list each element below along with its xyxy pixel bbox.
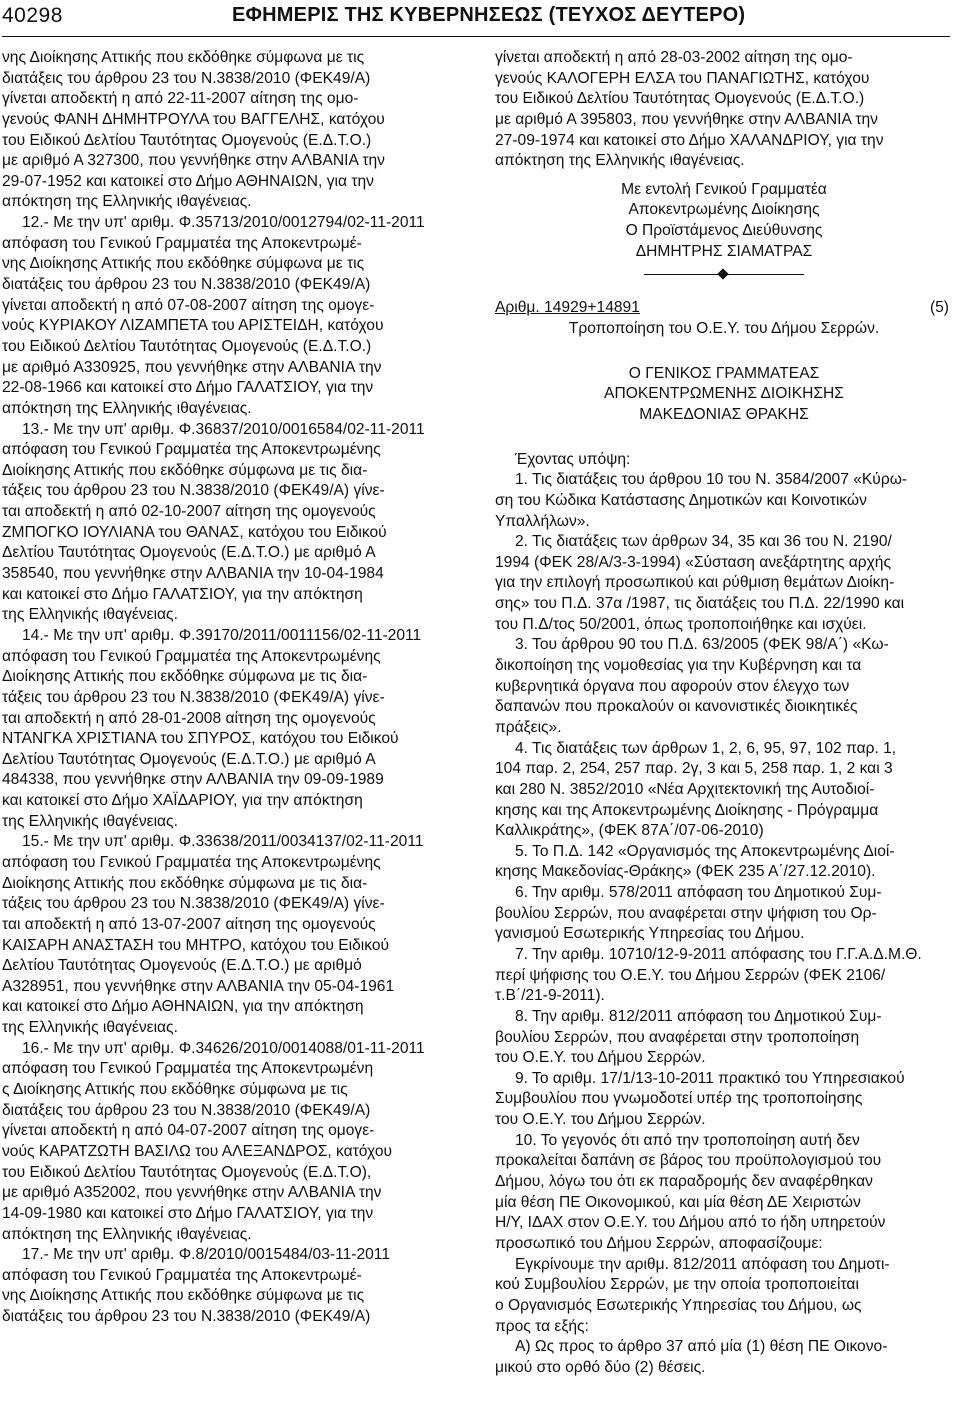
page-number: 40298 (2, 4, 63, 27)
text-line: γίνεται αποδεκτή η από 04-07-2007 αίτηση της ομογε- (2, 1122, 375, 1140)
spacer (495, 172, 953, 180)
text-line: απόφαση του Γενικού Γραμματέα της Αποκεντρωμένη (2, 1060, 374, 1078)
text-line: 7. Την αριθμ. 10710/12-9-2011 απόφασης του Γ.Γ.Α.Δ.Μ.Θ. (515, 945, 922, 963)
decision-number-row (495, 298, 953, 319)
text-line: προς τα εξής: (495, 1317, 589, 1335)
text-line: νης Διοίκησης Αττικής που εκδόθηκε σύμφωνα με τις (2, 1287, 365, 1305)
text-line: 2. Τις διατάξεις των άρθρων 34, 35 και 36 του Ν. 2190/ (515, 533, 892, 551)
text-line: δικοποίηση της νομοθεσίας για την Κυβέρνηση και τα (495, 657, 862, 675)
text-line: ση του Κώδικα Κατάστασης Δημοτικών και Κοινοτικών (495, 491, 867, 509)
text-line: 14.- Με την υπ' αριθμ. Φ.39170/2011/0011156/02-11-2011 (22, 626, 422, 644)
text-line: περί ψήφισης του Ο.Ε.Υ. του Δήμου Σερρών (ΦΕΚ 2106/ (495, 966, 886, 984)
right-body-text (495, 470, 953, 1378)
text-line: Εγκρίνουμε την αριθμ. 812/2011 απόφαση του Δημοτι- (515, 1255, 890, 1273)
text-line: της Ελληνικής ιθαγένειας. (2, 606, 178, 624)
text-line: ο Οργανισμός Εσωτερικής Υπηρεσίας του Δήμου, ως (495, 1296, 862, 1314)
text-line: απόφαση του Γενικού Γραμματέα της Αποκεντρωμέ- (2, 1266, 362, 1284)
text-line: διατάξεις του άρθρου 23 του Ν.3838/2010 (ΦΕΚ49/Α) (2, 69, 371, 87)
text-line: διατάξεις του άρθρου 23 του Ν.3838/2010 (ΦΕΚ49/Α) (2, 1101, 371, 1119)
text-line: Συμβουλίου που γνωμοδοτεί υπέρ της τροποποίησης (495, 1090, 863, 1108)
text-line: Α) Ως προς το άρθρο 37 από μία (1) θέση ΠΕ Οικονο- (515, 1338, 888, 1356)
text-line: και κατοικεί στο Δήμο ΑΘΗΝΑΙΩΝ, για την απόκτηση (2, 998, 364, 1016)
text-line: του Ειδικού Δελτίου Ταυτότητας Ομογενούς (Ε.Δ.Τ.Ο.) (2, 131, 372, 149)
text-line: 104 παρ. 2, 254, 257 παρ. 2γ, 3 και 5, 258 παρ. 1, 2 και 3 (495, 760, 893, 778)
text-line: κησης Μακεδονίας-Θράκης» (ΦΕΚ 235 Α΄/27.12.2010). (495, 863, 876, 881)
text-line: 12.- Με την υπ' αριθμ. Φ.35713/2010/0012794/02-11-2011 (22, 214, 425, 232)
text-line: απόφαση του Γενικού Γραμματέα της Αποκεντρωμέ- (2, 234, 362, 252)
text-line: Διοίκησης Αττικής που εκδόθηκε σύμφωνα με τις δια- (2, 668, 368, 686)
right-top-text (495, 48, 953, 172)
decision-note: (5) (929, 299, 949, 317)
text-line: του Ειδικού Δελτίου Ταυτότητας Ομογενούς (Ε.Δ.Τ.Ο.) (495, 90, 865, 108)
diamond-ornament-icon (717, 269, 728, 280)
text-line: 1994 (ΦΕΚ 28/Α/3-3-1994) «Σύσταση ανεξάρτητης αρχής (495, 553, 891, 571)
text-line: μικού στο ορθό δύο (2) θέσεις. (495, 1358, 706, 1376)
text-line: 10. Το γεγονός ότι από την τροποποίηση αυτή δεν (515, 1131, 860, 1149)
text-line: διατάξεις του άρθρου 23 του Ν.3838/2010 (ΦΕΚ49/Α) (2, 1308, 371, 1326)
text-line: Διοίκησης Αττικής που εκδόθηκε σύμφωνα με τις δια- (2, 461, 368, 479)
text-line: ΔΗΜΗΤΡΗΣ ΣΙΑΜΑΤΡΑΣ (635, 242, 813, 260)
text-line: 1. Τις διατάξεις του άρθρου 10 του Ν. 3584/2007 «Κύρω- (515, 471, 908, 489)
text-line: προκαλείται δαπάνη σε βάρος του προϋπολογισμού του (495, 1152, 882, 1170)
text-line: γενούς ΚΑΛΟΓΕΡΗ ΕΛΣΑ του ΠΑΝΑΓΙΩΤΗΣ, κατόχου (495, 69, 870, 87)
text-line: νούς ΚΥΡΙΑΚΟΥ ΛΙΖΑΜΠΕΤΑ του ΑΡΙΣΤΕΙΔΗ, κατόχου (2, 317, 384, 335)
issuing-authority (495, 364, 953, 426)
text-line: ΖΜΠΟΓΚΟ ΙΟΥΛΙΑΝΑ του ΘΑΝΑΣ, κατόχου του Ειδικού (2, 523, 387, 541)
text-line: απόκτηση της Ελληνικής ιθαγένειας. (495, 152, 745, 170)
text-line: 358540, που γεννήθηκε στην ΑΛΒΑΝΙΑ την 10-04-1984 (2, 565, 384, 583)
text-line: του Ο.Ε.Υ. του Δήμου Σερρών. (495, 1049, 706, 1067)
text-line: απόφαση του Γενικού Γραμματέα της Αποκεντρωμένης (2, 647, 381, 665)
text-line: Δελτίου Ταυτότητας Ομογενούς (Ε.Δ.Τ.Ο.) με αριθμό (2, 957, 362, 975)
text-line: σης» του Π.Δ. 37α /1987, τις διατάξεις του Π.Δ. 22/1990 και (495, 595, 905, 613)
text-line: νούς ΚΑΡΑΤΖΩΤΗ ΒΑΣΙΛΩ του ΑΛΕΞΑΝΔΡΟΣ, κατόχου (2, 1142, 393, 1160)
text-line: προσωπικό του Δήμου Σερρών, αποφασίζουμε: (495, 1234, 823, 1252)
page-header (2, 0, 950, 37)
text-line: Με εντολή Γενικού Γραμματέα (621, 180, 827, 198)
text-line: Η/Υ, ΙΔΑΧ στον Ο.Ε.Υ. του Δήμου από τo ήδη υπηρετούν (495, 1214, 886, 1232)
text-line: γανισμού Εσωτερικής Υπηρεσίας του Δήμου. (495, 925, 805, 943)
text-line: απόκτηση της Ελληνικής ιθαγένειας. (2, 399, 252, 417)
text-line: κού Συμβουλίου Σερρών, με την οποία τροποποιείται (495, 1276, 859, 1294)
text-line: 22-08-1966 και κατοικεί στο Δήμο ΓΑΛΑΤΣΙΟΥ, για την (2, 379, 374, 397)
text-line: πράξεις». (495, 718, 562, 736)
text-line: για την επιλογή προσωπικού και ρύθμιση θεμάτων Διοίκη- (495, 574, 895, 592)
text-line: Δελτίου Ταυτότητας Ομογενούς (Ε.Δ.Τ.Ο.) με αριθμό Α (2, 750, 376, 768)
text-line: 5. Το Π.Δ. 142 «Οργανισμός της Αποκεντρωμένης Διοί- (515, 842, 895, 860)
text-line: 16.- Με την υπ' αριθμ. Φ.34626/2010/0014088/01-11-2011 (22, 1039, 425, 1057)
text-line: ς Διοίκησης Αττικής που εκδόθηκε σύμφωνα με τις (2, 1081, 348, 1099)
text-line: του Ειδικού Δελτίου Ταυτότητας Ομογενούς (Ε.Δ.Τ.Ο), (2, 1163, 372, 1181)
text-line: γίνεται αποδεκτή η από 07-08-2007 αίτηση της ομογε- (2, 296, 375, 314)
decision-subject: Τροποποίηση του Ο.Ε.Υ. του Δήμου Σερρών. (568, 320, 880, 338)
text-line: και κατοικεί στο Δήμο ΓΑΛΑΤΣΙΟΥ, για την απόκτηση (2, 585, 363, 603)
text-line: γίνεται αποδεκτή η από 22-11-2007 αίτηση της ομο- (2, 90, 359, 108)
text-line: της Ελληνικής ιθαγένειας. (2, 812, 178, 830)
text-line: απόκτηση της Ελληνικής ιθαγένειας. (2, 193, 252, 211)
spacer (495, 426, 953, 450)
text-line: 13.- Με την υπ' αριθμ. Φ.36837/2010/0016584/02-11-2011 (22, 420, 425, 438)
text-line: τάξεις του άρθρου 23 του Ν.3838/2010 (ΦΕΚ49/Α) γίνε- (2, 688, 385, 706)
text-line: δαπανών που προκαλούν οι κανονιστικές διοικητικές (495, 698, 858, 716)
text-line: ΑΠΟΚΕΝΤΡΩΜΕΝΗΣ ΔΙΟΙΚΗΣΗΣ (604, 385, 844, 403)
spacer (495, 290, 953, 298)
text-line: και κατοικεί στο Δήμο ΧΑΪΔΑΡΙΟΥ, για την απόκτηση (2, 792, 363, 810)
text-line: νης Διοίκησης Αττικής που εκδόθηκε σύμφωνα με τις (2, 255, 365, 273)
text-line: βουλίου Σερρών, που αναφέρεται στην τροποποίηση (495, 1028, 860, 1046)
text-line: ται αποδεκτή η από 28-01-2008 αίτηση της ομογενούς (2, 709, 376, 727)
text-line: ΚΑΙΣΑΡΗ ΑΝΑΣΤΑΣΗ του ΜΗΤΡΟ, κατόχου του Ειδικού (2, 936, 390, 954)
text-line: τάξεις του άρθρου 23 του Ν.3838/2010 (ΦΕΚ49/Α) γίνε- (2, 895, 385, 913)
spacer (495, 340, 953, 364)
text-line: ΝΤΑΝΓΚΑ ΧΡΙΣΤΙΑΝΑ του ΣΠΥΡΟΣ, κατόχου του Ειδικού (2, 730, 399, 748)
text-line: κησης και της Αποκεντρωμένης Διοίκησης - Πρόγραμμα (495, 801, 879, 819)
text-line: με αριθμό Α330925, που γεννήθηκε στην ΑΛΒΑΝΙΑ την (2, 358, 382, 376)
text-line: Δελτίου Ταυτότητας Ομογενούς (Ε.Δ.Τ.Ο.) με αριθμό Α (2, 544, 376, 562)
text-line: κυβερνητικά όργανα που αφορούν στον έλεγχο των (495, 677, 850, 695)
text-line: Α328951, που γεννήθηκε στην ΑΛΒΑΝΙΑ την 05-04-1961 (2, 977, 395, 995)
text-line: ΜΑΚΕΔΟΝΙΑΣ ΘΡΑΚΗΣ (639, 405, 809, 423)
text-line: 4. Τις διατάξεις των άρθρων 1, 2, 6, 95, 97, 102 παρ. 1, (515, 739, 897, 757)
text-line: ται αποδεκτή η από 13-07-2007 αίτηση της ομογενούς (2, 915, 376, 933)
text-line: τ.Β΄/21-9-2011). (495, 987, 605, 1005)
right-column (495, 48, 953, 1420)
text-line: του Ειδικού Δελτίου Ταυτότητας Ομογενούς (Ε.Δ.Τ.Ο.) (2, 337, 372, 355)
text-line: 29-07-1952 και κατοικεί στο Δήμο ΑΘΗΝΑΙΩΝ, για την (2, 172, 374, 190)
text-line: του Ο.Ε.Υ. του Δήμου Σερρών. (495, 1111, 706, 1129)
considerations-intro: Έχοντας υπόψη: (515, 450, 631, 468)
text-line: 27-09-1974 και κατοικεί στο Δήμο ΧΑΛΑΝΔΡΙΟΥ, για την (495, 131, 884, 149)
text-line: νης Διοίκησης Αττικής που εκδόθηκε σύμφωνα με τις (2, 49, 365, 66)
text-line: του Π.Δ/τος 50/2001, όπως τροποποιήθηκε και ισχύει. (495, 615, 867, 633)
text-line: απόκτηση της Ελληνικής ιθαγένειας. (2, 1225, 252, 1243)
text-line: Αποκεντρωμένης Διοίκησης (628, 201, 820, 219)
section-divider (644, 268, 804, 282)
decision-number: Αριθμ. 14929+14891 (495, 299, 640, 317)
text-line: 484338, που γεννήθηκε στην ΑΛΒΑΝΙΑ την 09-09-1989 (2, 771, 384, 789)
text-line: της Ελληνικής ιθαγένειας. (2, 1019, 178, 1037)
text-line: βουλίου Σερρών, που αναφέρεται στην ψήφιση του Ορ- (495, 904, 877, 922)
text-line: Υπαλλήλων». (495, 512, 590, 530)
text-line: Διοίκησης Αττικής που εκδόθηκε σύμφωνα με τις δια- (2, 874, 368, 892)
text-line: ται αποδεκτή η από 02-10-2007 αίτηση της ομογενούς (2, 503, 376, 521)
text-line: 14-09-1980 και κατοικεί στο Δήμο ΓΑΛΑΤΣΙΟΥ, για την (2, 1204, 374, 1222)
text-line: με αριθμό Α 395803, που γεννήθηκε στην ΑΛΒΑΝΙΑ την (495, 110, 878, 128)
signature-block (495, 180, 953, 263)
text-line: διατάξεις του άρθρου 23 του Ν.3838/2010 (ΦΕΚ49/Α) (2, 276, 371, 294)
text-line: γενούς ΦΑΝΗ ΔΗΜΗΤΡΟΥΛΑ του ΒΑΓΓΕΛΗΣ, κατόχου (2, 110, 385, 128)
text-line: με αριθμό Α352002, που γεννήθηκε στην ΑΛΒΑΝΙΑ την (2, 1184, 382, 1202)
text-line: 8. Την αριθμ. 812/2011 απόφαση του Δημοτικού Συμ- (515, 1007, 882, 1025)
text-line: και 280 Ν. 3852/2010 «Νέα Αρχιτεκτονική της Αυτοδιοί- (495, 780, 875, 798)
text-line: 3. Του άρθρου 90 του Π.Δ. 63/2005 (ΦΕΚ 98/Α΄) «Κω- (515, 636, 889, 654)
left-column (2, 48, 470, 1420)
text-line: γίνεται αποδεκτή η από 28-03-2002 αίτηση της ομο- (495, 49, 853, 66)
text-line: Ο ΓΕΝΙΚΟΣ ΓΡΑΜΜΑΤΕΑΣ (628, 364, 820, 382)
text-line: 17.- Με την υπ' αριθμ. Φ.8/2010/0015484/03-11-2011 (22, 1246, 390, 1264)
text-line: απόφαση του Γενικού Γραμματέα της Αποκεντρωμένης (2, 853, 381, 871)
text-line: Δήμου, λόγω του ότι εκ παραδρομής δεν αναφέρθηκαν (495, 1173, 873, 1191)
text-line: τάξεις του άρθρου 23 του Ν.3838/2010 (ΦΕΚ49/Α) γίνε- (2, 482, 385, 500)
text-line: Καλλικράτης», (ΦΕΚ 87Α΄/07-06-2010) (495, 822, 764, 840)
text-line: μία θέση ΠΕ Οικονομικού, και μία θέση ΔΕ Χειριστών (495, 1193, 861, 1211)
gazette-title: ΕΦΗΜΕΡΙΣ ΤΗΣ ΚΥΒΕΡΝΗΣΕΩΣ (ΤΕΥΧΟΣ ΔΕΥΤΕΡΟ) (232, 4, 746, 26)
text-line: Ο Προϊστάμενος Διεύθυνσης (625, 222, 823, 240)
text-line: απόφαση του Γενικού Γραμματέα της Αποκεντρωμένης (2, 441, 381, 459)
text-line: 9. Το αριθμ. 17/1/13-10-2011 πρακτικό του Υπηρεσιακού (515, 1069, 905, 1087)
text-line: 6. Την αριθμ. 578/2011 απόφαση του Δημοτικού Συμ- (515, 884, 882, 902)
text-line: 15.- Με την υπ' αριθμ. Φ.33638/2011/0034137/02-11-2011 (22, 833, 424, 851)
text-line: με αριθμό Α 327300, που γεννήθηκε στην ΑΛΒΑΝΙΑ την (2, 152, 385, 170)
